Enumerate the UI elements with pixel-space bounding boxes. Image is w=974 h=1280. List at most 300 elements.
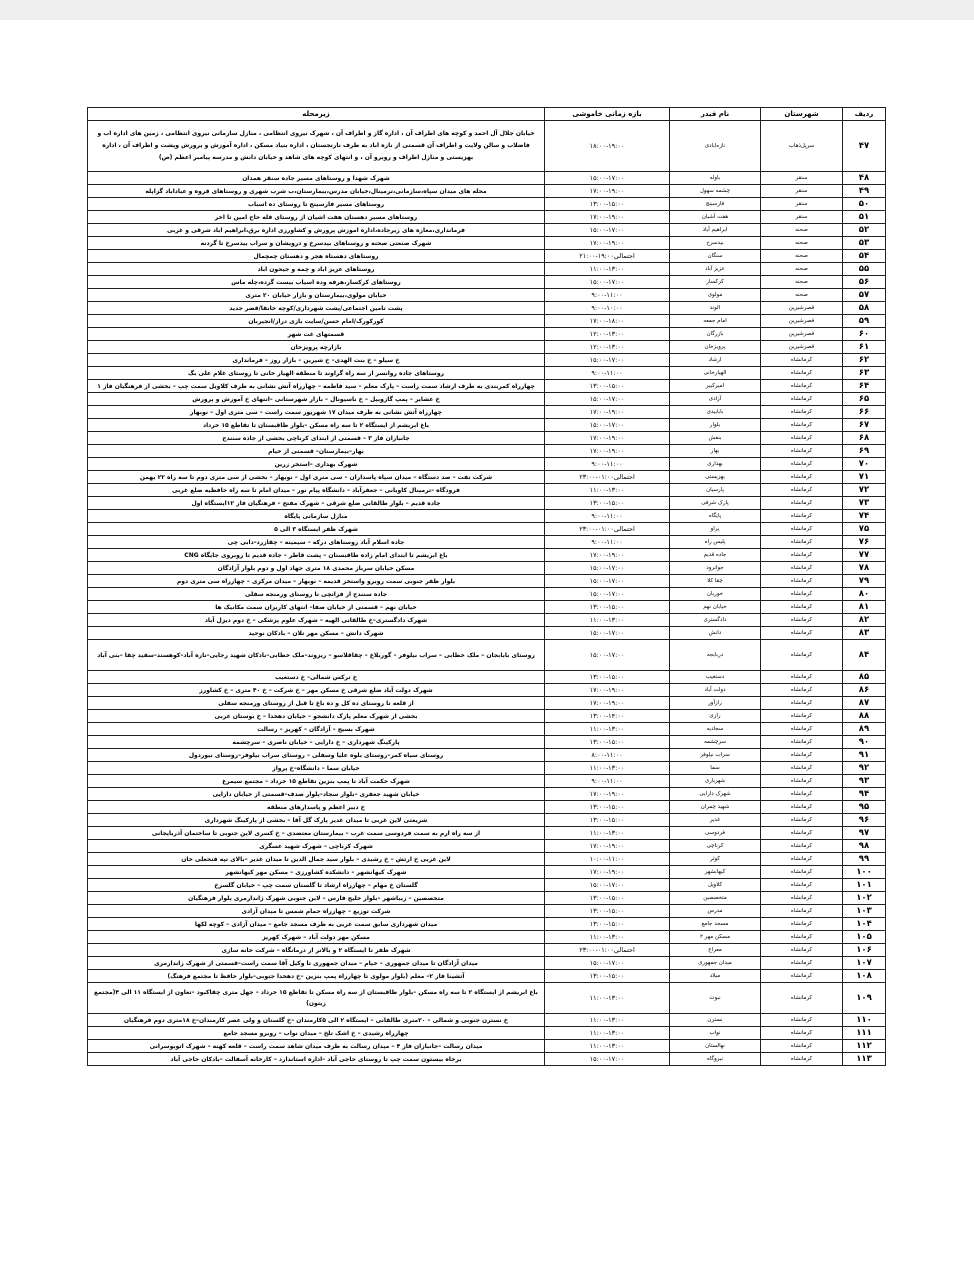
feeder-cell: بابابیدی bbox=[670, 406, 761, 419]
city-cell: قصرشیرین bbox=[761, 328, 843, 341]
time-cell: ۱۰:۰۰-۱۱:۰۰ bbox=[545, 853, 670, 866]
table-row bbox=[88, 788, 886, 801]
time-cell: ۹:۰۰-۱۱:۰۰ bbox=[545, 289, 670, 302]
table-row bbox=[88, 341, 886, 354]
area-cell: باغ ابریشم از ایستگاه ۲ تا سه راه مسکن –بلوار طاقبستان تا تقاطع ۱۵ خرداد bbox=[88, 419, 545, 432]
table-row bbox=[88, 354, 886, 367]
city-cell: کرمانشاه bbox=[761, 892, 843, 905]
table-row bbox=[88, 237, 886, 250]
feeder-cell: شهرک دارایی bbox=[670, 788, 761, 801]
row-number-cell: ۷۵ bbox=[843, 523, 886, 536]
table-row bbox=[88, 944, 886, 957]
table-row bbox=[88, 840, 886, 853]
city-cell: کرمانشاه bbox=[761, 918, 843, 931]
feeder-cell: بنفش bbox=[670, 432, 761, 445]
area-cell: شهرک صنعتی صحنه و روستاهای بیدسرخ و درویشان و سراب بیدسرخ تا گردنه bbox=[88, 237, 545, 250]
time-cell: ۱۵:۰۰-۱۷:۰۰ bbox=[545, 562, 670, 575]
area-cell: روستاهای عزیز اباد و چمه و جیحون اباد bbox=[88, 263, 545, 276]
city-cell: کرمانشاه bbox=[761, 419, 843, 432]
row-number-cell: ۱۱۱ bbox=[843, 1027, 886, 1040]
row-number-cell: ۱۱۰ bbox=[843, 1014, 886, 1027]
area-cell: روستاهای مسیر فارسینج تا روستای ده اسباب bbox=[88, 198, 545, 211]
time-cell: ۱۳:۰۰-۱۵:۰۰ bbox=[545, 814, 670, 827]
feeder-cell: نواب bbox=[670, 1027, 761, 1040]
row-number-cell: ۸۶ bbox=[843, 684, 886, 697]
row-number-cell: ۵۱ bbox=[843, 211, 886, 224]
row-number-cell: ۹۶ bbox=[843, 814, 886, 827]
time-cell: ۱۱:۰۰-۱۳:۰۰ bbox=[545, 983, 670, 1014]
city-cell: کرمانشاه bbox=[761, 497, 843, 510]
area-cell: شهرک ظفر ایستگاه ۳ الی ۵ bbox=[88, 523, 545, 536]
city-cell: سنقر bbox=[761, 211, 843, 224]
feeder-cell: عزیز آباد bbox=[670, 263, 761, 276]
area-cell: از قلعه تا روستای ده کل و ده باغ تا قبل از روستای ورمنجه سفلی bbox=[88, 697, 545, 710]
time-cell: ۱۵:۰۰-۱۷:۰۰ bbox=[545, 575, 670, 588]
city-cell: کرمانشاه bbox=[761, 536, 843, 549]
area-cell: شهرک حکمت آباد تا پمپ بنزین تقاطع ۱۵ خرداد – مجتمع سیمرغ bbox=[88, 775, 545, 788]
feeder-cell: چقا کلا bbox=[670, 575, 761, 588]
feeder-cell: پراو bbox=[670, 523, 761, 536]
row-number-cell: ۸۰ bbox=[843, 588, 886, 601]
time-cell: ۱۷:۰۰-۱۹:۰۰ bbox=[545, 788, 670, 801]
area-cell: آتشینا فاز ۲– معلم (بلوار مولوی تا چهارراه پمپ بنزین –خ دهخدا جنوبی–بلوار حافظ تا مجتمع فرهنگ) bbox=[88, 970, 545, 983]
feeder-cell: امیرکبیر bbox=[670, 380, 761, 393]
city-cell: صحنه bbox=[761, 289, 843, 302]
row-number-cell: ۶۷ bbox=[843, 419, 886, 432]
time-cell: ۱۱:۰۰-۱۳:۰۰ bbox=[545, 263, 670, 276]
area-cell: میدان آزادگان تا میدان جمهوری – خیام – میدان جمهوری تا وکیل آقا سمت راست–قسمتی از شهرک زاندارمری bbox=[88, 957, 545, 970]
time-cell: ۱۳:۰۰-۱۴:۰۰ bbox=[545, 710, 670, 723]
time-cell: ۱۷:۰۰-۱۹:۰۰ bbox=[545, 237, 670, 250]
feeder-cell: الهیارخانی bbox=[670, 367, 761, 380]
time-cell: ۱۷:۰۰-۱۹:۰۰ bbox=[545, 406, 670, 419]
city-cell: صحنه bbox=[761, 224, 843, 237]
area-cell: شهرک دانش – مسکن مهر تلان – بادکان نوحید bbox=[88, 627, 545, 640]
row-number-cell: ۱۰۵ bbox=[843, 931, 886, 944]
feeder-cell: پرویزخان bbox=[670, 341, 761, 354]
time-cell: ۱۵:۰۰-۱۷:۰۰ bbox=[545, 224, 670, 237]
table-row bbox=[88, 918, 886, 931]
feeder-cell: چشمه سهول bbox=[670, 185, 761, 198]
area-cell: شهرک بهداری –استخر زرین bbox=[88, 458, 545, 471]
feeder-cell: آزادی bbox=[670, 393, 761, 406]
city-cell: کرمانشاه bbox=[761, 367, 843, 380]
time-cell: ۱۲:۰۰-۱۳:۰۰ bbox=[545, 341, 670, 354]
table-row bbox=[88, 957, 886, 970]
area-cell: خیابان مولوی،بیمارستان و بازار خیابان ۲۰ متری bbox=[88, 289, 545, 302]
time-cell: ۱۱:۰۰-۱۳:۰۰ bbox=[545, 723, 670, 736]
city-cell: قصرشیرین bbox=[761, 315, 843, 328]
table-row bbox=[88, 497, 886, 510]
city-cell: کرمانشاه bbox=[761, 983, 843, 1014]
feeder-cell: سجادیه bbox=[670, 723, 761, 736]
area-cell: قسمتهای غت شهر bbox=[88, 328, 545, 341]
time-cell: ۱۷:۰۰-۱۹:۰۰ bbox=[545, 697, 670, 710]
row-number-cell: ۹۳ bbox=[843, 775, 886, 788]
row-number-cell: ۸۸ bbox=[843, 710, 886, 723]
row-number-cell: ۷۸ bbox=[843, 562, 886, 575]
table-row bbox=[88, 575, 886, 588]
city-cell: کرمانشاه bbox=[761, 549, 843, 562]
row-number-cell: ۱۰۷ bbox=[843, 957, 886, 970]
city-cell: کرمانشاه bbox=[761, 736, 843, 749]
table-row bbox=[88, 749, 886, 762]
time-cell: ۱۷:۰۰-۱۸:۰۰ bbox=[545, 315, 670, 328]
area-cell: باغ ابریشم از ایستگاه ۲ تا سه راه مسکن –بلوار طاقبستان از سه راه مسکن تا تقاطع ۱۵ خرداد – جهل متری چقاکبود –تعاون از ایستگاه ۱۱ الی ۴(مجتمع زیتون) bbox=[88, 983, 545, 1014]
time-cell: ۱۳:۰۰-۱۵:۰۰ bbox=[545, 380, 670, 393]
city-cell: کرمانشاه bbox=[761, 523, 843, 536]
area-cell: بخشی از شهرک معلم پارک دانشجو – خیابان دهخدا – خ بوستان غربی bbox=[88, 710, 545, 723]
row-number-cell: ۴۹ bbox=[843, 185, 886, 198]
table-row bbox=[88, 315, 886, 328]
row-number-cell: ۱۰۴ bbox=[843, 918, 886, 931]
feeder-cell: دادگستری bbox=[670, 614, 761, 627]
city-cell: کرمانشاه bbox=[761, 684, 843, 697]
feeder-cell: کیهانشهر bbox=[670, 866, 761, 879]
time-cell: ۱۳:۰۰-۱۵:۰۰ bbox=[545, 601, 670, 614]
table-row bbox=[88, 983, 886, 1014]
feeder-cell: باوله bbox=[670, 172, 761, 185]
city-cell: کرمانشاه bbox=[761, 775, 843, 788]
row-number-cell: ۹۱ bbox=[843, 749, 886, 762]
row-number-cell: ۶۱ bbox=[843, 341, 886, 354]
feeder-cell: بهار bbox=[670, 445, 761, 458]
area-cell: شهرک دادگستری–خ طالقانی الهیه – شهرک علوم پزشکی – خ دوم دیزل آباد bbox=[88, 614, 545, 627]
outage-schedule-table-container bbox=[87, 107, 885, 1066]
area-cell: خیابان سما – دانشگاه–خ پرواز bbox=[88, 762, 545, 775]
row-number-cell: ۵۸ bbox=[843, 302, 886, 315]
time-cell: ۱۷:۰۰-۱۹:۰۰ bbox=[545, 866, 670, 879]
city-cell: کرمانشاه bbox=[761, 840, 843, 853]
city-cell: کرمانشاه bbox=[761, 575, 843, 588]
table-row bbox=[88, 736, 886, 749]
area-cell: مسکن مهر دولت آباد – شهرک کهریز bbox=[88, 931, 545, 944]
feeder-cell: پارک شرقی bbox=[670, 497, 761, 510]
time-cell: ۱۱:۰۰-۱۳:۰۰ bbox=[545, 762, 670, 775]
city-cell: کرمانشاه bbox=[761, 697, 843, 710]
table-row bbox=[88, 627, 886, 640]
feeder-cell: جاده قدیم bbox=[670, 549, 761, 562]
area-cell: روستاهای مسیر دهستان هفت اشیان از روستای قله حاج امین تا اخر bbox=[88, 211, 545, 224]
feeder-cell: بهداری bbox=[670, 458, 761, 471]
time-cell: ۱۷:۰۰-۱۹:۰۰ bbox=[545, 840, 670, 853]
city-cell: کرمانشاه bbox=[761, 788, 843, 801]
table-row bbox=[88, 471, 886, 484]
area-cell: بهار–بیمارستان– قسمتی از خیام bbox=[88, 445, 545, 458]
table-row bbox=[88, 121, 886, 172]
area-cell: برخاه بیستون سمت چپ تا روستای حاجی آباد –اداره استاندارد – کارخانه آسفالت –بادکان حاجی آباد bbox=[88, 1053, 545, 1066]
area-cell: شریعتی لاین غربی تا میدان غدیر پارک گل آقا – بخشی از پارکینگ شهرداری bbox=[88, 814, 545, 827]
table-row bbox=[88, 671, 886, 684]
area-cell: جاده قدیم – بلوار طالقانی ضلع شرقی – شهرک مفتح – فرهنگیان فاز ۱۲ایستگاه اول bbox=[88, 497, 545, 510]
feeder-cell: سنگان bbox=[670, 250, 761, 263]
feeder-cell: پلیس راه bbox=[670, 536, 761, 549]
feeder-cell: نیروگاه bbox=[670, 1053, 761, 1066]
city-cell: کرمانشاه bbox=[761, 1040, 843, 1053]
feeder-cell: الوند bbox=[670, 302, 761, 315]
time-cell: ۱۷:۰۰-۱۹:۰۰ bbox=[545, 684, 670, 697]
city-cell: قصرشیرین bbox=[761, 341, 843, 354]
area-cell: روستاهای جاده روانسر از سه راه گراوند تا منطقه الهیار خانی تا روستای غلام علی بگ bbox=[88, 367, 545, 380]
row-number-cell: ۶۲ bbox=[843, 354, 886, 367]
area-cell: جاده اسلام آباد روستاهای درکه – سیمینه – چقازرد–دابی چی bbox=[88, 536, 545, 549]
area-cell: متخصصین – زیباشهر –بلوار خلیج فارس – لاین جنوبی شهرک ژاندارمری بلوار فرهنگیان bbox=[88, 892, 545, 905]
table-row bbox=[88, 224, 886, 237]
feeder-cell: نسترن bbox=[670, 1014, 761, 1027]
area-cell: لاین غربی خ ارتش – خ رشیدی – بلوار سید جمال الدین تا میدان غدیر –بالای تپه فتحعلی خان bbox=[88, 853, 545, 866]
table-row bbox=[88, 640, 886, 671]
city-cell: کرمانشاه bbox=[761, 827, 843, 840]
city-cell: صحنه bbox=[761, 276, 843, 289]
city-cell: سنقر bbox=[761, 172, 843, 185]
feeder-cell: نهالستان bbox=[670, 1040, 761, 1053]
row-number-cell: ۸۲ bbox=[843, 614, 886, 627]
time-cell: ۱۵:۰۰-۱۷:۰۰ bbox=[545, 879, 670, 892]
feeder-cell: پارسیان bbox=[670, 484, 761, 497]
table-row bbox=[88, 684, 886, 697]
row-number-cell: ۷۷ bbox=[843, 549, 886, 562]
city-cell: کرمانشاه bbox=[761, 905, 843, 918]
table-row bbox=[88, 250, 886, 263]
area-cell: جاده سنندج از فرانچی تا روستای ورمنجه سفلی bbox=[88, 588, 545, 601]
area-cell: شهرک کرناچی – شهرک شهید عسگری bbox=[88, 840, 545, 853]
area-cell: میدان رسالت –جانبازان فاز ۴ – میدان رسالت به طرف میدان شاهد سمت راست – قلعه کهنه – شهرک اتوبوسرانی bbox=[88, 1040, 545, 1053]
feeder-cell: خیابان نهم bbox=[670, 601, 761, 614]
time-cell: ۱۱:۰۰-۱۳:۰۰ bbox=[545, 1027, 670, 1040]
table-row bbox=[88, 302, 886, 315]
table-row bbox=[88, 198, 886, 211]
table-row bbox=[88, 879, 886, 892]
feeder-cell: سرچشمه bbox=[670, 736, 761, 749]
feeder-cell: میدان جمهوری bbox=[670, 957, 761, 970]
time-cell: ۱۱:۰۰-۱۳:۰۰ bbox=[545, 484, 670, 497]
row-number-cell: ۵۰ bbox=[843, 198, 886, 211]
city-cell: کرمانشاه bbox=[761, 762, 843, 775]
time-cell: ۱۷:۰۰-۱۹:۰۰ bbox=[545, 445, 670, 458]
row-number-cell: ۹۲ bbox=[843, 762, 886, 775]
city-cell: کرمانشاه bbox=[761, 471, 843, 484]
outage-schedule-table bbox=[87, 107, 886, 1066]
row-number-cell: ۷۰ bbox=[843, 458, 886, 471]
city-cell: کرمانشاه bbox=[761, 853, 843, 866]
row-number-cell: ۹۹ bbox=[843, 853, 886, 866]
table-body bbox=[88, 121, 886, 1066]
feeder-cell: ارشاد bbox=[670, 354, 761, 367]
table-row bbox=[88, 1053, 886, 1066]
header-time: بازه زمانی خاموشی bbox=[545, 108, 670, 121]
time-cell: ۱۷:۰۰-۱۹:۰۰ bbox=[545, 211, 670, 224]
table-row bbox=[88, 185, 886, 198]
area-cell: شرکت نفت – صد دستگاه – میدان سپاه پاسداران – سی متری اول – نوبهار – بخشی از سی متری دوم تا سه راه ۲۲ بهمن bbox=[88, 471, 545, 484]
table-row bbox=[88, 328, 886, 341]
row-number-cell: ۷۳ bbox=[843, 497, 886, 510]
time-cell: ۱۵:۰۰-۱۷:۰۰ bbox=[545, 627, 670, 640]
row-number-cell: ۶۴ bbox=[843, 380, 886, 393]
time-cell: ۹:۰۰-۱۱:۰۰ bbox=[545, 775, 670, 788]
table-row bbox=[88, 523, 886, 536]
area-cell: کورکورک/امام حسن/سایت بازی دراز/انجیربان bbox=[88, 315, 545, 328]
row-number-cell: ۸۱ bbox=[843, 601, 886, 614]
feeder-cell: مسجد جامع bbox=[670, 918, 761, 931]
feeder-cell: هفت آشیان bbox=[670, 211, 761, 224]
area-cell: چهارراه رشیدی – خ اشک تلخ – میدان نواب – روبرو مسجد جامع bbox=[88, 1027, 545, 1040]
city-cell: کرمانشاه bbox=[761, 879, 843, 892]
time-cell: ۱۵:۰۰-۱۷:۰۰ bbox=[545, 419, 670, 432]
area-cell: بلوار ظفر جنوبی سمت روبرو واستخر قدیمه – نوبهار – میدان مرکزی – چهارراه سی متری دوم bbox=[88, 575, 545, 588]
area-cell: میدان شهرداری سابق سمت غربی به طرف مسجد جامع – میدان آزادی – کوچه لکها bbox=[88, 918, 545, 931]
table-row bbox=[88, 263, 886, 276]
header-area: زیرمحله bbox=[88, 108, 545, 121]
feeder-cell: مسکن مهر ۲ bbox=[670, 931, 761, 944]
feeder-cell: نبوت bbox=[670, 983, 761, 1014]
time-cell: ۱۳:۰۰-۱۵:۰۰ bbox=[545, 905, 670, 918]
table-row bbox=[88, 827, 886, 840]
city-cell: سرپل‌ذهاب bbox=[761, 121, 843, 172]
header-row-number: ردیف bbox=[843, 108, 886, 121]
feeder-cell: امام جمعه bbox=[670, 315, 761, 328]
table-row bbox=[88, 1027, 886, 1040]
table-row bbox=[88, 211, 886, 224]
city-cell: کرمانشاه bbox=[761, 406, 843, 419]
city-cell: کرمانشاه bbox=[761, 931, 843, 944]
row-number-cell: ۹۵ bbox=[843, 801, 886, 814]
row-number-cell: ۱۰۲ bbox=[843, 892, 886, 905]
row-number-cell: ۵۵ bbox=[843, 263, 886, 276]
area-cell: چهارراه آتش نشانی به طرف میدان ۱۷ شهریور سمت راست – سی متری اول – نوبهار bbox=[88, 406, 545, 419]
row-number-cell: ۶۵ bbox=[843, 393, 886, 406]
city-cell: کرمانشاه bbox=[761, 944, 843, 957]
table-row bbox=[88, 723, 886, 736]
table-row bbox=[88, 419, 886, 432]
row-number-cell: ۵۹ bbox=[843, 315, 886, 328]
city-cell: کرمانشاه bbox=[761, 458, 843, 471]
time-cell: ۹:۰۰-۱۱:۰۰ bbox=[545, 458, 670, 471]
area-cell: شهرک کیهانشهر – دانشکده کشاورزی – مسکن مهر کیهانشهر bbox=[88, 866, 545, 879]
time-cell: ۱۳:۰۰-۱۵:۰۰ bbox=[545, 736, 670, 749]
feeder-cell: جوانرود bbox=[670, 562, 761, 575]
table-row bbox=[88, 762, 886, 775]
area-cell: خ سیلو – خ بنت الهدی– خ شیرین – بازار روز – فرمانداری bbox=[88, 354, 545, 367]
table-row bbox=[88, 905, 886, 918]
city-cell: سنقر bbox=[761, 185, 843, 198]
table-row bbox=[88, 458, 886, 471]
row-number-cell: ۵۶ bbox=[843, 276, 886, 289]
time-cell: ۲۳:۰۰-۰۱:۰۰احتمالی bbox=[545, 523, 670, 536]
area-cell: شرکت توزیع – چهارراه حمام شمس تا میدان آزادی bbox=[88, 905, 545, 918]
area-cell: از سه راه ارم به سمت فردوسی سمت غرب – بیمارستان معتضدی – خ کسری لاین جنوبی تا ساختمان آذربایجانی bbox=[88, 827, 545, 840]
row-number-cell: ۶۰ bbox=[843, 328, 886, 341]
area-cell: مسکن خیابان سرباز محمدی ۱۸ متری جهاد اول و دوم بلوار آزادگان bbox=[88, 562, 545, 575]
time-cell: ۱۸:۰۰-۱۹:۰۰ bbox=[545, 121, 670, 172]
time-cell: ۱۵:۰۰-۱۷:۰۰ bbox=[545, 393, 670, 406]
time-cell: ۹:۰۰-۱۱:۰۰ bbox=[545, 510, 670, 523]
header-city: شهرستان bbox=[761, 108, 843, 121]
row-number-cell: ۷۱ bbox=[843, 471, 886, 484]
city-cell: کرمانشاه bbox=[761, 627, 843, 640]
row-number-cell: ۴۷ bbox=[843, 121, 886, 172]
time-cell: ۱۱:۰۰-۱۳:۰۰ bbox=[545, 614, 670, 627]
time-cell: ۱۵:۰۰-۱۷:۰۰ bbox=[545, 957, 670, 970]
row-number-cell: ۱۰۳ bbox=[843, 905, 886, 918]
row-number-cell: ۵۴ bbox=[843, 250, 886, 263]
row-number-cell: ۶۹ bbox=[843, 445, 886, 458]
city-cell: کرمانشاه bbox=[761, 432, 843, 445]
row-number-cell: ۵۷ bbox=[843, 289, 886, 302]
city-cell: صحنه bbox=[761, 237, 843, 250]
city-cell: صحنه bbox=[761, 263, 843, 276]
row-number-cell: ۷۹ bbox=[843, 575, 886, 588]
row-number-cell: ۱۱۲ bbox=[843, 1040, 886, 1053]
city-cell: کرمانشاه bbox=[761, 380, 843, 393]
table-row bbox=[88, 710, 886, 723]
city-cell: کرمانشاه bbox=[761, 866, 843, 879]
city-cell: صحنه bbox=[761, 250, 843, 263]
area-cell: پارکینگ شهرداری – خ دارایی – خیابان ناصری – سرچشمه bbox=[88, 736, 545, 749]
city-cell: کرمانشاه bbox=[761, 723, 843, 736]
table-row bbox=[88, 536, 886, 549]
city-cell: کرمانشاه bbox=[761, 640, 843, 671]
table-row bbox=[88, 172, 886, 185]
time-cell: ۹:۰۰-۱۱:۰۰ bbox=[545, 367, 670, 380]
time-cell: ۱۳:۰۰-۱۵:۰۰ bbox=[545, 801, 670, 814]
time-cell: ۱۳:۰۰-۱۵:۰۰ bbox=[545, 892, 670, 905]
table-row bbox=[88, 289, 886, 302]
city-cell: کرمانشاه bbox=[761, 393, 843, 406]
time-cell: ۱۷:۰۰-۱۹:۰۰ bbox=[545, 185, 670, 198]
area-cell: خیابان جلال آل احمد و کوچه های اطراف آن ، اداره گاز و اطراف آن ، شهرک نیروی انتظامی ، منازل سازمانی نیروی انتظامی ، زمین های اداره اب و فاضلاب و سالن ولایت و اطراف آن قسمتی از نازه اباد به طرف نارنجستان ، اداره بنیاد مسکن ، اداره آموزش و پرورش وپشت و اطراف آن ، اداره بهزیستی و منازل اطراف و روبرو آن ، و انتهای کوچه های شاهد و خیابان دانش و مدرسه پیامبر اعظم (ص) bbox=[88, 121, 545, 172]
city-cell: کرمانشاه bbox=[761, 614, 843, 627]
row-number-cell: ۸۴ bbox=[843, 640, 886, 671]
time-cell: ۱۵:۰۰-۱۷:۰۰ bbox=[545, 172, 670, 185]
area-cell: گلستان خ مهام – چهارراه ارشاد تا گلستان سمت چپ – خیابان گلسرخ bbox=[88, 879, 545, 892]
table-header-row bbox=[88, 108, 886, 121]
table-row bbox=[88, 1014, 886, 1027]
feeder-cell: سما bbox=[670, 762, 761, 775]
area-cell: روستای سیاه کمر–روستای بلوه علیا وسفلی – روستای سراب نیلوفر–روستای نیوردول bbox=[88, 749, 545, 762]
row-number-cell: ۴۸ bbox=[843, 172, 886, 185]
area-cell: منازل سازمانی پایگاه bbox=[88, 510, 545, 523]
time-cell: ۱۱:۰۰-۱۳:۰۰ bbox=[545, 827, 670, 840]
city-cell: کرمانشاه bbox=[761, 354, 843, 367]
city-cell: کرمانشاه bbox=[761, 588, 843, 601]
table-row bbox=[88, 801, 886, 814]
row-number-cell: ۸۹ bbox=[843, 723, 886, 736]
feeder-cell: رازآور bbox=[670, 697, 761, 710]
row-number-cell: ۹۰ bbox=[843, 736, 886, 749]
feeder-cell: کوثر bbox=[670, 853, 761, 866]
area-cell: محله های میدان سپاه،سازمانی،ترمینال،خیابان مدرس،بیمارستان،ب شرب شهری و روستاهای قروه و عباداباد گزاپله bbox=[88, 185, 545, 198]
feeder-cell: کلاویل bbox=[670, 879, 761, 892]
table-row bbox=[88, 892, 886, 905]
feeder-cell: دانش bbox=[670, 627, 761, 640]
time-cell: ۱۵:۰۰-۱۷:۰۰ bbox=[545, 354, 670, 367]
time-cell: ۱۳:۰۰-۱۵:۰۰ bbox=[545, 497, 670, 510]
time-cell: ۹:۰۰-۱۱:۰۰ bbox=[545, 536, 670, 549]
time-cell: ۸:۰۰-۱۱:۰۰ bbox=[545, 749, 670, 762]
city-cell: کرمانشاه bbox=[761, 710, 843, 723]
city-cell: کرمانشاه bbox=[761, 801, 843, 814]
time-cell: ۱۷:۰۰-۱۹:۰۰ bbox=[545, 432, 670, 445]
area-cell: شهرک دولت آباد ضلع شرقی خ مسکن مهر – خ شرکت – خ ۴۰ متری – خ کشاورز bbox=[88, 684, 545, 697]
row-number-cell: ۵۳ bbox=[843, 237, 886, 250]
feeder-cell: شهرباری bbox=[670, 775, 761, 788]
area-cell: خیابان نهم – قسمتی از خیابان صفا– انتهای کاربزان سمت مکانیک ها bbox=[88, 601, 545, 614]
area-cell: چهارراه کمربندی به طرف ارشاد سمت راست – پارک معلم – سید فاطمه – چهارراه آتش نشانی به طرف کلاویل سمت چپ – بخشی از فرهنگیان فاز ۱ bbox=[88, 380, 545, 393]
area-cell: بازارچه پرویزخان bbox=[88, 341, 545, 354]
row-number-cell: ۹۸ bbox=[843, 840, 886, 853]
city-cell: کرمانشاه bbox=[761, 562, 843, 575]
area-cell: پشت تامین اجتماعی/پشت شهرداری/کوچه خانقا/قصر جدید bbox=[88, 302, 545, 315]
